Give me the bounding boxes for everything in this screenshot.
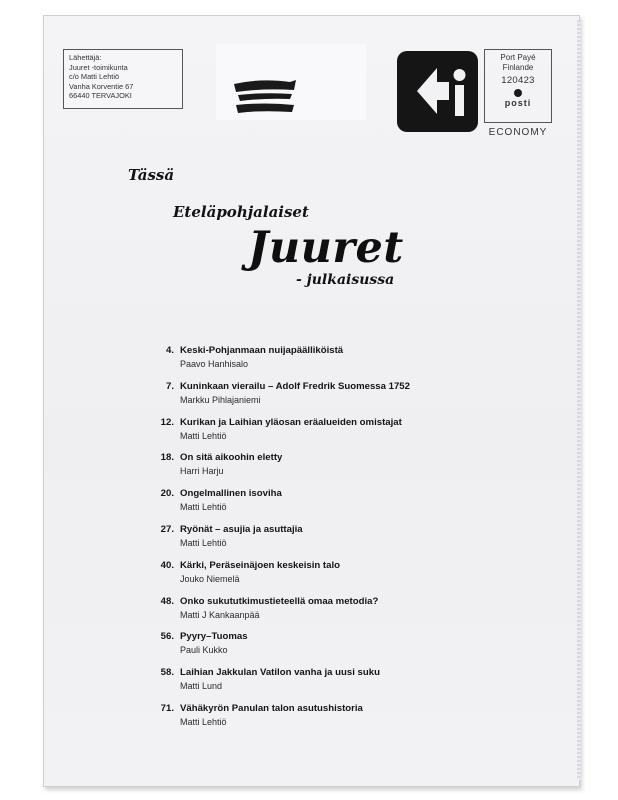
toc-page: 20. bbox=[160, 488, 174, 500]
sender-line: c/o Matti Lehtiö bbox=[69, 72, 120, 82]
toc-page: 56. bbox=[160, 631, 174, 643]
toc-item bbox=[144, 381, 474, 417]
toc-author: Pauli Kukko bbox=[180, 645, 228, 656]
toc-title: Kuninkaan vierailu – Adolf Fredrik Suomessa 1752 bbox=[180, 380, 410, 392]
toc-page: 7. bbox=[165, 380, 174, 392]
publication-title: Juuret bbox=[248, 223, 404, 273]
toc-author: Matti Lund bbox=[180, 681, 223, 692]
toc-author: Jouko Niemelä bbox=[180, 573, 240, 584]
toc-page: 71. bbox=[160, 702, 174, 714]
sender-line: Lähettäjä: bbox=[69, 53, 102, 62]
toc-title: Keski-Pohjanmaan nuijapäälliköistä bbox=[180, 345, 344, 356]
toc-page: 40. bbox=[160, 559, 174, 571]
toc-item bbox=[144, 524, 474, 560]
heading-line-3: - julkaisussa bbox=[296, 272, 395, 288]
toc-author: Harri Harju bbox=[180, 466, 224, 477]
toc-page: 18. bbox=[160, 452, 174, 464]
posti-brand: posti bbox=[504, 98, 532, 108]
heading-line-1: Tässä bbox=[128, 166, 175, 184]
posti-dot-icon bbox=[514, 89, 522, 97]
toc-item bbox=[144, 703, 474, 739]
toc-author: Matti Lehtiö bbox=[180, 502, 227, 513]
table-of-contents bbox=[144, 345, 474, 739]
toc-page: 12. bbox=[160, 416, 174, 428]
postage-paid-box bbox=[484, 49, 552, 123]
toc-title: Pyyry–Tuomas bbox=[180, 631, 248, 643]
sender-line: Juuret -toimikunta bbox=[69, 62, 128, 72]
toc-title: Ryönät – asujia ja asuttajia bbox=[180, 523, 303, 535]
back-cover-page bbox=[43, 15, 580, 787]
toc-item bbox=[144, 345, 474, 381]
sender-address-box bbox=[63, 49, 183, 109]
sender-line: Vanha Korventie 67 bbox=[69, 81, 134, 91]
toc-title: Onko sukututkimustieteellä omaa metodia? bbox=[180, 595, 379, 607]
toc-item bbox=[144, 488, 474, 524]
toc-page: 27. bbox=[160, 523, 174, 535]
toc-title: Laihian Jakkulan Vatilon vanha ja uusi suku bbox=[180, 667, 380, 679]
toc-title: Kurikan ja Laihian yläosan eräalueiden omistajat bbox=[180, 416, 402, 428]
postage-country: Finlande bbox=[502, 63, 534, 72]
toc-title: Kärki, Peräseinäjoen keskeisin talo bbox=[180, 559, 340, 571]
toc-item bbox=[144, 667, 474, 703]
postage-service: ECONOMY bbox=[488, 127, 548, 138]
sender-line: 66440 TERVAJOKI bbox=[69, 91, 132, 101]
toc-item bbox=[144, 560, 474, 596]
toc-item bbox=[144, 417, 474, 453]
toc-author: Matti Lehtiö bbox=[180, 716, 227, 727]
toc-author: Markku Pihlajaniemi bbox=[180, 394, 261, 405]
heading-line-2: Eteläpohjalaiset bbox=[173, 203, 309, 221]
toc-author: Matti Lehtiö bbox=[180, 537, 227, 548]
posti-logo-icon bbox=[397, 51, 478, 132]
postage-number: 120423 bbox=[501, 75, 535, 86]
toc-page: 58. bbox=[160, 667, 174, 679]
toc-item bbox=[144, 596, 474, 632]
toc-item bbox=[144, 631, 474, 667]
toc-page: 4. bbox=[165, 345, 174, 356]
barcode-marks-icon bbox=[230, 68, 314, 114]
toc-page: 48. bbox=[160, 595, 174, 607]
page-edge bbox=[577, 20, 581, 780]
toc-title: Ongelmallinen isoviha bbox=[180, 488, 282, 500]
toc-author: Matti Lehtiö bbox=[180, 430, 227, 441]
toc-title: On sitä aikoohin eletty bbox=[180, 452, 283, 464]
postage-port-paye: Port Payé bbox=[500, 53, 536, 62]
toc-item bbox=[144, 452, 474, 488]
toc-title: Vähäkyrön Panulan talon asutushistoria bbox=[180, 702, 363, 714]
toc-author: Matti J Kankaanpää bbox=[180, 609, 260, 620]
toc-author: Paavo Hanhisalo bbox=[180, 359, 249, 369]
